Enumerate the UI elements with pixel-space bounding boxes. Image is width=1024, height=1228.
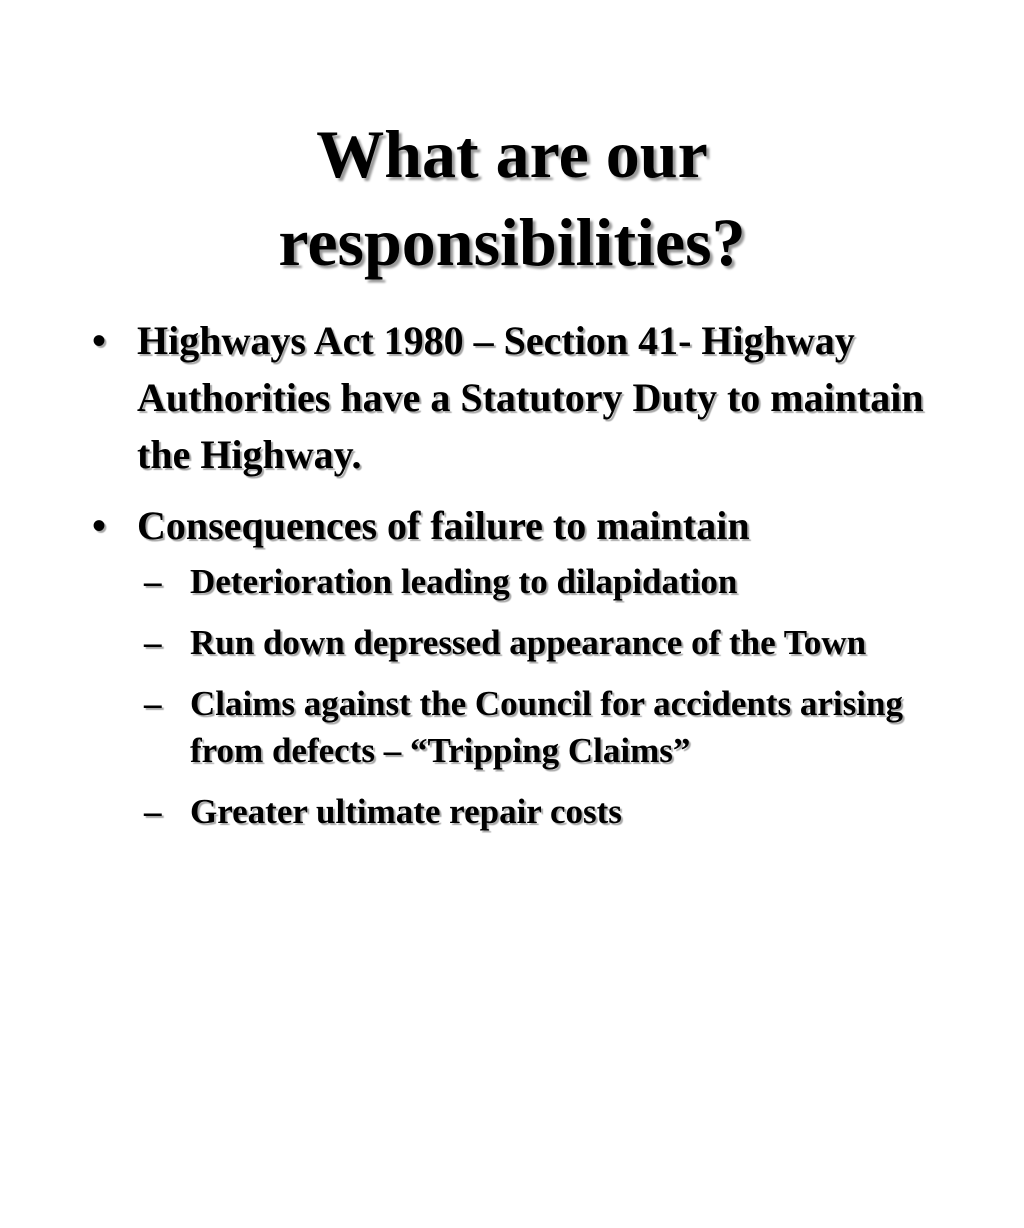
sub-item-text: Deterioration leading to dilapidation bbox=[190, 562, 738, 601]
bullet-item-highways-act bbox=[92, 312, 952, 483]
sub-item-claims bbox=[144, 680, 952, 774]
slide-title-line-2: responsibilities? bbox=[278, 204, 746, 280]
sub-item-text: Run down depressed appearance of the Town bbox=[190, 623, 867, 662]
dash-marker: – bbox=[144, 792, 162, 831]
slide-title bbox=[0, 110, 1024, 286]
sub-item-repair-costs bbox=[144, 788, 952, 835]
bullet-marker: • bbox=[92, 318, 107, 363]
slide-title-line-1: What are our bbox=[316, 116, 708, 192]
sub-item-deterioration bbox=[144, 558, 952, 605]
sub-item-run-down bbox=[144, 619, 952, 666]
dash-marker: – bbox=[144, 562, 162, 601]
bullet-item-consequences bbox=[92, 497, 952, 835]
bullet-text: Consequences of failure to maintain bbox=[137, 503, 750, 548]
bullet-list bbox=[92, 312, 952, 849]
sub-item-text: Claims against the Council for accidents arising from defects – “Tripping Claims” bbox=[190, 684, 903, 770]
dash-marker: – bbox=[144, 623, 162, 662]
sub-item-text: Greater ultimate repair costs bbox=[190, 792, 622, 831]
bullet-text: Highways Act 1980 – Section 41- Highway Authorities have a Statutory Duty to maintain the Highway. bbox=[137, 318, 924, 477]
bullet-marker: • bbox=[92, 503, 107, 548]
sub-bullet-list bbox=[137, 558, 952, 835]
dash-marker: – bbox=[144, 684, 162, 723]
